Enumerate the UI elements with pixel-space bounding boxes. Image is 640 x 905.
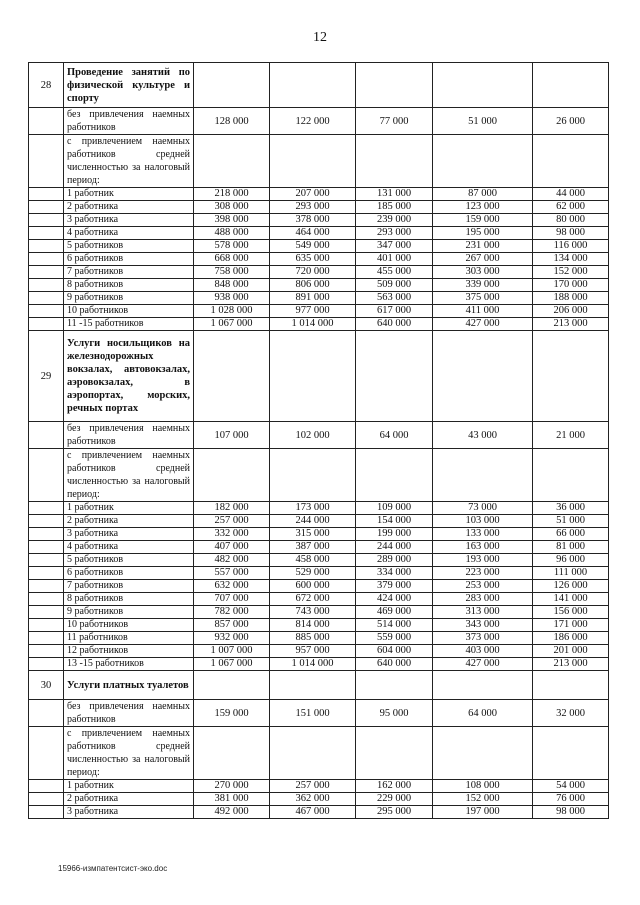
value-cell: 1 014 000 [270, 318, 356, 331]
row-label: 3 работника [64, 214, 194, 227]
value-cell: 186 000 [533, 632, 609, 645]
value-cell: 141 000 [533, 593, 609, 606]
value-cell: 171 000 [533, 619, 609, 632]
value-cell: 529 000 [270, 567, 356, 580]
row-label: 8 работников [64, 593, 194, 606]
empty-cell [433, 331, 533, 422]
table-row [29, 806, 609, 819]
value-cell: 411 000 [433, 305, 533, 318]
value-cell: 159 000 [433, 214, 533, 227]
value-cell: 848 000 [194, 279, 270, 292]
value-cell: 123 000 [433, 201, 533, 214]
empty-cell [29, 253, 64, 266]
without-employees-row [29, 700, 609, 727]
value-cell: 51 000 [533, 515, 609, 528]
empty-cell [194, 671, 270, 700]
value-cell: 32 000 [533, 700, 609, 727]
value-cell: 604 000 [356, 645, 433, 658]
value-cell: 339 000 [433, 279, 533, 292]
value-cell: 64 000 [433, 700, 533, 727]
value-cell: 492 000 [194, 806, 270, 819]
value-cell: 387 000 [270, 541, 356, 554]
value-cell: 103 000 [433, 515, 533, 528]
empty-cell [194, 727, 270, 780]
value-cell: 44 000 [533, 188, 609, 201]
value-cell: 213 000 [533, 658, 609, 671]
section-header-row [29, 331, 609, 422]
empty-cell [29, 292, 64, 305]
row-label: 9 работников [64, 606, 194, 619]
table-row [29, 606, 609, 619]
value-cell: 244 000 [270, 515, 356, 528]
value-cell: 1 067 000 [194, 658, 270, 671]
value-cell: 407 000 [194, 541, 270, 554]
empty-cell [433, 63, 533, 108]
value-cell: 126 000 [533, 580, 609, 593]
value-cell: 379 000 [356, 580, 433, 593]
value-cell: 814 000 [270, 619, 356, 632]
value-cell: 343 000 [433, 619, 533, 632]
empty-cell [533, 331, 609, 422]
table-row [29, 619, 609, 632]
value-cell: 424 000 [356, 593, 433, 606]
value-cell: 173 000 [270, 502, 356, 515]
value-cell: 295 000 [356, 806, 433, 819]
value-cell: 514 000 [356, 619, 433, 632]
value-cell: 201 000 [533, 645, 609, 658]
value-cell: 743 000 [270, 606, 356, 619]
row-label: 1 работник [64, 780, 194, 793]
row-label: с привлечением наемных работников средней численностью за налоговый период: [64, 727, 194, 780]
value-cell: 159 000 [194, 700, 270, 727]
table-row [29, 253, 609, 266]
empty-cell [29, 108, 64, 135]
value-cell: 938 000 [194, 292, 270, 305]
empty-cell [29, 188, 64, 201]
table-row [29, 554, 609, 567]
value-cell: 76 000 [533, 793, 609, 806]
row-label: с привлечением наемных работников средней численностью за налоговый период: [64, 449, 194, 502]
section-title: Услуги платных туалетов [64, 671, 194, 700]
value-cell: 635 000 [270, 253, 356, 266]
row-label: 10 работников [64, 619, 194, 632]
value-cell: 293 000 [356, 227, 433, 240]
value-cell: 401 000 [356, 253, 433, 266]
row-label: 7 работников [64, 266, 194, 279]
value-cell: 193 000 [433, 554, 533, 567]
empty-cell [356, 671, 433, 700]
value-cell: 270 000 [194, 780, 270, 793]
row-label: 11 работников [64, 632, 194, 645]
value-cell: 758 000 [194, 266, 270, 279]
row-label: 7 работников [64, 580, 194, 593]
value-cell: 102 000 [270, 422, 356, 449]
value-cell: 108 000 [433, 780, 533, 793]
empty-cell [29, 135, 64, 188]
empty-cell [356, 63, 433, 108]
empty-cell [29, 541, 64, 554]
row-label: 6 работников [64, 253, 194, 266]
value-cell: 87 000 [433, 188, 533, 201]
section-number: 30 [29, 671, 64, 700]
value-cell: 640 000 [356, 318, 433, 331]
value-cell: 398 000 [194, 214, 270, 227]
value-cell: 109 000 [356, 502, 433, 515]
table-row [29, 279, 609, 292]
value-cell: 977 000 [270, 305, 356, 318]
value-cell: 557 000 [194, 567, 270, 580]
value-cell: 957 000 [270, 645, 356, 658]
value-cell: 62 000 [533, 201, 609, 214]
empty-cell [533, 449, 609, 502]
value-cell: 253 000 [433, 580, 533, 593]
value-cell: 134 000 [533, 253, 609, 266]
value-cell: 131 000 [356, 188, 433, 201]
empty-cell [356, 449, 433, 502]
value-cell: 116 000 [533, 240, 609, 253]
value-cell: 229 000 [356, 793, 433, 806]
value-cell: 64 000 [356, 422, 433, 449]
section-number: 29 [29, 331, 64, 422]
value-cell: 362 000 [270, 793, 356, 806]
row-label: 2 работника [64, 515, 194, 528]
section-title: Проведение занятий по физической культуре и спорту [64, 63, 194, 108]
section-header-row [29, 63, 609, 108]
value-cell: 36 000 [533, 502, 609, 515]
value-cell: 244 000 [356, 541, 433, 554]
row-label: 13 -15 работников [64, 658, 194, 671]
table-row [29, 541, 609, 554]
empty-cell [29, 449, 64, 502]
value-cell: 559 000 [356, 632, 433, 645]
table-row [29, 305, 609, 318]
empty-cell [29, 528, 64, 541]
empty-cell [29, 645, 64, 658]
empty-cell [29, 227, 64, 240]
empty-cell [29, 502, 64, 515]
value-cell: 640 000 [356, 658, 433, 671]
empty-cell [194, 449, 270, 502]
value-cell: 293 000 [270, 201, 356, 214]
table-row [29, 502, 609, 515]
value-cell: 231 000 [433, 240, 533, 253]
row-label: 6 работников [64, 567, 194, 580]
value-cell: 509 000 [356, 279, 433, 292]
value-cell: 223 000 [433, 567, 533, 580]
empty-cell [270, 63, 356, 108]
empty-cell [29, 240, 64, 253]
table-row [29, 658, 609, 671]
value-cell: 403 000 [433, 645, 533, 658]
table-row [29, 780, 609, 793]
empty-cell [29, 201, 64, 214]
empty-cell [433, 727, 533, 780]
value-cell: 334 000 [356, 567, 433, 580]
row-label: 1 работник [64, 188, 194, 201]
empty-cell [29, 606, 64, 619]
empty-cell [29, 279, 64, 292]
table-row [29, 632, 609, 645]
empty-cell [194, 135, 270, 188]
empty-cell [29, 619, 64, 632]
value-cell: 122 000 [270, 108, 356, 135]
value-cell: 283 000 [433, 593, 533, 606]
value-cell: 51 000 [433, 108, 533, 135]
table-row [29, 201, 609, 214]
value-cell: 549 000 [270, 240, 356, 253]
value-cell: 170 000 [533, 279, 609, 292]
empty-cell [433, 671, 533, 700]
value-cell: 482 000 [194, 554, 270, 567]
value-cell: 213 000 [533, 318, 609, 331]
value-cell: 1 007 000 [194, 645, 270, 658]
empty-cell [270, 671, 356, 700]
row-label: 4 работника [64, 541, 194, 554]
empty-cell [533, 727, 609, 780]
empty-cell [356, 727, 433, 780]
empty-cell [29, 780, 64, 793]
row-label: 11 -15 работников [64, 318, 194, 331]
value-cell: 1 067 000 [194, 318, 270, 331]
value-cell: 218 000 [194, 188, 270, 201]
empty-cell [356, 331, 433, 422]
row-label: 10 работников [64, 305, 194, 318]
value-cell: 455 000 [356, 266, 433, 279]
empty-cell [194, 331, 270, 422]
value-cell: 315 000 [270, 528, 356, 541]
value-cell: 347 000 [356, 240, 433, 253]
empty-cell [29, 593, 64, 606]
empty-cell [29, 632, 64, 645]
empty-cell [533, 135, 609, 188]
value-cell: 303 000 [433, 266, 533, 279]
value-cell: 21 000 [533, 422, 609, 449]
with-employees-header-row [29, 449, 609, 502]
empty-cell [29, 305, 64, 318]
value-cell: 1 028 000 [194, 305, 270, 318]
value-cell: 107 000 [194, 422, 270, 449]
table-row [29, 227, 609, 240]
value-cell: 267 000 [433, 253, 533, 266]
value-cell: 239 000 [356, 214, 433, 227]
value-cell: 373 000 [433, 632, 533, 645]
value-cell: 257 000 [194, 515, 270, 528]
value-cell: 308 000 [194, 201, 270, 214]
empty-cell [270, 727, 356, 780]
value-cell: 375 000 [433, 292, 533, 305]
value-cell: 26 000 [533, 108, 609, 135]
value-cell: 195 000 [433, 227, 533, 240]
value-cell: 720 000 [270, 266, 356, 279]
value-cell: 458 000 [270, 554, 356, 567]
value-cell: 632 000 [194, 580, 270, 593]
empty-cell [270, 449, 356, 502]
empty-cell [270, 135, 356, 188]
empty-cell [29, 793, 64, 806]
row-label: 5 работников [64, 554, 194, 567]
table-row [29, 240, 609, 253]
empty-cell [533, 671, 609, 700]
value-cell: 464 000 [270, 227, 356, 240]
table-row [29, 214, 609, 227]
footer-filename: 15966-измпатентсист-эко.doc [58, 864, 168, 873]
value-cell: 111 000 [533, 567, 609, 580]
empty-cell [270, 331, 356, 422]
row-label: 3 работника [64, 528, 194, 541]
value-cell: 152 000 [533, 266, 609, 279]
row-label: без привлечения наемных работников [64, 108, 194, 135]
value-cell: 207 000 [270, 188, 356, 201]
table-row [29, 266, 609, 279]
section-title: Услуги носильщиков на железнодорожных вокзалах, автовокзалах, аэровокзалах, в аэропортах, морских, речных портах [64, 331, 194, 422]
empty-cell [433, 135, 533, 188]
table-row [29, 528, 609, 541]
table-row [29, 580, 609, 593]
table-row [29, 567, 609, 580]
value-cell: 488 000 [194, 227, 270, 240]
value-cell: 932 000 [194, 632, 270, 645]
empty-cell [29, 515, 64, 528]
empty-cell [433, 449, 533, 502]
row-label: без привлечения наемных работников [64, 700, 194, 727]
empty-cell [29, 318, 64, 331]
row-label: 9 работников [64, 292, 194, 305]
value-cell: 578 000 [194, 240, 270, 253]
empty-cell [29, 658, 64, 671]
value-cell: 672 000 [270, 593, 356, 606]
value-cell: 80 000 [533, 214, 609, 227]
value-cell: 98 000 [533, 806, 609, 819]
table-row [29, 515, 609, 528]
value-cell: 1 014 000 [270, 658, 356, 671]
section-number: 28 [29, 63, 64, 108]
value-cell: 182 000 [194, 502, 270, 515]
row-label: без привлечения наемных работников [64, 422, 194, 449]
row-label: с привлечением наемных работников средней численностью за налоговый период: [64, 135, 194, 188]
value-cell: 199 000 [356, 528, 433, 541]
empty-cell [29, 580, 64, 593]
empty-cell [29, 806, 64, 819]
value-cell: 98 000 [533, 227, 609, 240]
value-cell: 668 000 [194, 253, 270, 266]
value-cell: 381 000 [194, 793, 270, 806]
row-label: 3 работника [64, 806, 194, 819]
tax-rates-table [28, 62, 609, 819]
row-label: 4 работника [64, 227, 194, 240]
value-cell: 81 000 [533, 541, 609, 554]
value-cell: 151 000 [270, 700, 356, 727]
empty-cell [29, 567, 64, 580]
value-cell: 66 000 [533, 528, 609, 541]
value-cell: 427 000 [433, 318, 533, 331]
value-cell: 600 000 [270, 580, 356, 593]
value-cell: 54 000 [533, 780, 609, 793]
table-row [29, 318, 609, 331]
row-label: 12 работников [64, 645, 194, 658]
value-cell: 885 000 [270, 632, 356, 645]
section-header-row [29, 671, 609, 700]
value-cell: 806 000 [270, 279, 356, 292]
value-cell: 197 000 [433, 806, 533, 819]
empty-cell [29, 727, 64, 780]
value-cell: 427 000 [433, 658, 533, 671]
value-cell: 782 000 [194, 606, 270, 619]
value-cell: 707 000 [194, 593, 270, 606]
row-label: 2 работника [64, 201, 194, 214]
value-cell: 133 000 [433, 528, 533, 541]
value-cell: 128 000 [194, 108, 270, 135]
value-cell: 857 000 [194, 619, 270, 632]
table-row [29, 593, 609, 606]
row-label: 8 работников [64, 279, 194, 292]
value-cell: 206 000 [533, 305, 609, 318]
empty-cell [29, 700, 64, 727]
row-label: 5 работников [64, 240, 194, 253]
value-cell: 77 000 [356, 108, 433, 135]
table-row [29, 292, 609, 305]
page-number: 12 [313, 30, 327, 45]
row-label: 1 работник [64, 502, 194, 515]
value-cell: 469 000 [356, 606, 433, 619]
value-cell: 154 000 [356, 515, 433, 528]
empty-cell [356, 135, 433, 188]
value-cell: 563 000 [356, 292, 433, 305]
value-cell: 95 000 [356, 700, 433, 727]
with-employees-header-row [29, 135, 609, 188]
value-cell: 257 000 [270, 780, 356, 793]
value-cell: 162 000 [356, 780, 433, 793]
empty-cell [29, 214, 64, 227]
table-body [29, 63, 609, 819]
empty-cell [29, 554, 64, 567]
value-cell: 467 000 [270, 806, 356, 819]
value-cell: 313 000 [433, 606, 533, 619]
row-label: 2 работника [64, 793, 194, 806]
value-cell: 163 000 [433, 541, 533, 554]
empty-cell [533, 63, 609, 108]
value-cell: 152 000 [433, 793, 533, 806]
value-cell: 96 000 [533, 554, 609, 567]
empty-cell [194, 63, 270, 108]
table-row [29, 188, 609, 201]
without-employees-row [29, 108, 609, 135]
table-row [29, 793, 609, 806]
empty-cell [29, 266, 64, 279]
without-employees-row [29, 422, 609, 449]
value-cell: 188 000 [533, 292, 609, 305]
value-cell: 43 000 [433, 422, 533, 449]
value-cell: 891 000 [270, 292, 356, 305]
value-cell: 332 000 [194, 528, 270, 541]
value-cell: 289 000 [356, 554, 433, 567]
empty-cell [29, 422, 64, 449]
table-row [29, 645, 609, 658]
value-cell: 617 000 [356, 305, 433, 318]
value-cell: 185 000 [356, 201, 433, 214]
value-cell: 378 000 [270, 214, 356, 227]
with-employees-header-row [29, 727, 609, 780]
value-cell: 156 000 [533, 606, 609, 619]
value-cell: 73 000 [433, 502, 533, 515]
